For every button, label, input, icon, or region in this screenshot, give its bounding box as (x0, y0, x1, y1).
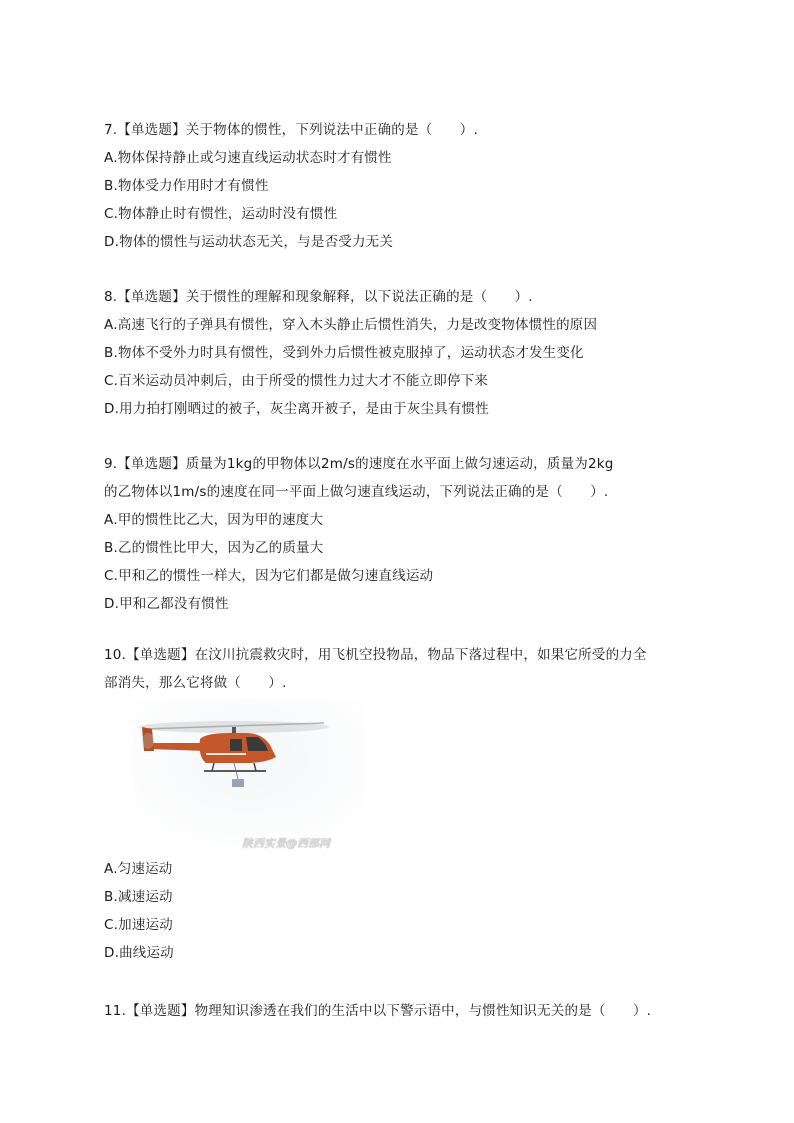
option-b: B.物体不受外力时具有惯性，受到外力后惯性被克服掉了，运动状态才发生变化 (104, 345, 584, 361)
question-10 (104, 641, 704, 967)
option-c: C.百米运动员冲刺后，由于所受的惯性力过大才不能立即停下来 (104, 373, 489, 389)
option-b: B.物体受力作用时才有惯性 (104, 178, 269, 194)
question-stem-line-1: 10.【单选题】在汶川抗震救灾时，用飞机空投物品，物品下落过程中，如果它所受的力全 (104, 647, 647, 663)
image-watermark: 陕西实景@西部网 (242, 837, 330, 850)
question-7 (104, 116, 704, 256)
question-stem-line-2: 的乙物体以1m/s的速度在同一平面上做匀速直线运动，下列说法正确的是（ ）. (104, 484, 609, 500)
option-c: C.甲和乙的惯性一样大，因为它们都是做匀速直线运动 (104, 568, 434, 584)
question-9 (104, 450, 704, 618)
question-stem-line-1: 9.【单选题】质量为1kg的甲物体以2m/s的速度在水平面上做匀速运动，质量为2kg (104, 456, 614, 472)
option-a: A.物体保持静止或匀速直线运动状态时才有惯性 (104, 150, 392, 166)
question-stem: 8.【单选题】关于惯性的理解和现象解释，以下说法正确的是（ ）. (104, 289, 533, 305)
question-stem: 11.【单选题】物理知识渗透在我们的生活中以下警示语中，与惯性知识无关的是（ ）. (104, 1003, 652, 1019)
option-a: A.高速飞行的子弹具有惯性，穿入木头静止后惯性消失，力是改变物体惯性的原因 (104, 317, 598, 333)
option-a: A.甲的惯性比乙大，因为甲的速度大 (104, 512, 324, 528)
option-d: D.曲线运动 (104, 945, 174, 961)
option-d: D.物体的惯性与运动状态无关，与是否受力无关 (104, 234, 394, 250)
option-a: A.匀速运动 (104, 861, 173, 877)
question-stem: 7.【单选题】关于物体的惯性，下列说法中正确的是（ ）. (104, 122, 478, 138)
option-d: D.甲和乙都没有惯性 (104, 596, 229, 612)
question-8 (104, 283, 704, 423)
question-stem-line-2: 部消失，那么它将做（ ）. (104, 675, 287, 691)
option-c: C.加速运动 (104, 917, 173, 933)
option-d: D.用力拍打刚晒过的被子，灰尘离开被子，是由于灰尘具有惯性 (104, 401, 489, 417)
helicopter-icon (134, 699, 364, 849)
option-b: B.减速运动 (104, 889, 173, 905)
helicopter-photo (134, 699, 364, 849)
option-b: B.乙的惯性比甲大，因为乙的质量大 (104, 540, 324, 556)
option-c: C.物体静止时有惯性，运动时没有惯性 (104, 206, 338, 222)
question-11 (104, 997, 704, 1025)
